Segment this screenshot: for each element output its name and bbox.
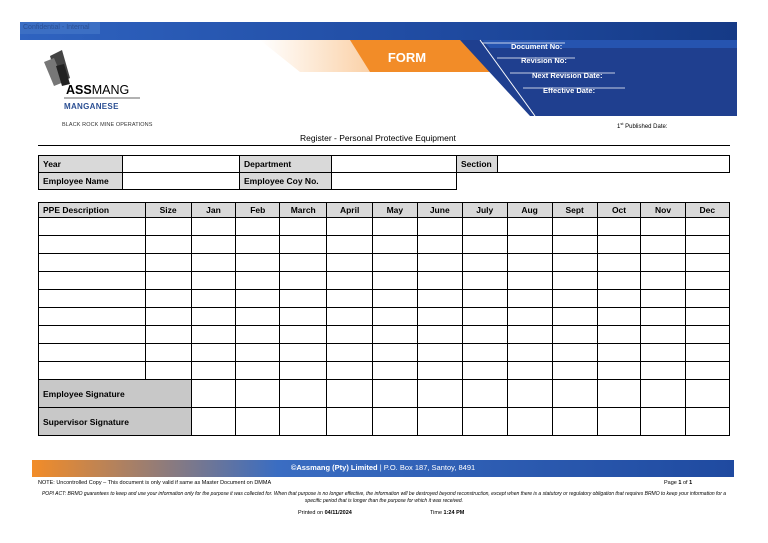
ppe-cell[interactable] [641,326,685,344]
employee-signature-cell[interactable] [552,380,597,408]
ppe-cell[interactable] [685,362,729,380]
employee-info-table [38,155,730,190]
ppe-row [39,290,730,308]
ppe-cell[interactable] [641,272,685,290]
ppe-row [39,344,730,362]
supervisor-signature-cell[interactable] [191,408,236,436]
ppe-cell[interactable] [145,254,191,272]
ppe-cell[interactable] [145,326,191,344]
ppe-cell[interactable] [327,344,373,362]
ppe-cell[interactable] [597,344,641,362]
ppe-cell[interactable] [145,236,191,254]
ppe-cell[interactable] [327,326,373,344]
supervisor-signature-cell[interactable] [597,408,641,436]
ppe-cell[interactable] [462,272,507,290]
employee-signature-cell[interactable] [280,380,327,408]
ppe-cell[interactable] [280,344,327,362]
department-label: Department [240,156,332,173]
ppe-cell[interactable] [597,218,641,236]
ppe-cell[interactable] [462,362,507,380]
employee-signature-cell[interactable] [507,380,552,408]
supervisor-signature-row [39,408,730,436]
supervisor-signature-cell[interactable] [507,408,552,436]
ppe-cell[interactable] [236,236,280,254]
ppe-col-10: Sept [552,203,597,218]
ppe-cell[interactable] [597,308,641,326]
ppe-col-12: Nov [641,203,685,218]
employee-coy-no-label: Employee Coy No. [240,173,332,190]
supervisor-signature-cell[interactable] [236,408,280,436]
employee-signature-cell[interactable] [327,380,373,408]
ppe-cell[interactable] [39,344,146,362]
ppe-cell[interactable] [462,326,507,344]
ppe-cell[interactable] [685,344,729,362]
ppe-cell[interactable] [685,218,729,236]
ppe-cell[interactable] [552,344,597,362]
title-divider [38,145,730,146]
year-label: Year [39,156,123,173]
employee-signature-cell[interactable] [417,380,462,408]
ppe-cell[interactable] [39,254,146,272]
ppe-row [39,236,730,254]
ppe-cell[interactable] [373,272,417,290]
ppe-cell[interactable] [507,344,552,362]
ppe-cell[interactable] [327,362,373,380]
ppe-col-11: Oct [597,203,641,218]
ppe-cell[interactable] [145,290,191,308]
ppe-cell[interactable] [685,272,729,290]
ppe-cell[interactable] [552,272,597,290]
year-field[interactable] [123,156,240,173]
ppe-cell[interactable] [597,236,641,254]
ppe-cell[interactable] [685,254,729,272]
ppe-col-6: May [373,203,417,218]
next-revision-date-label: Next Revision Date: [532,71,603,80]
ppe-cell[interactable] [462,236,507,254]
ppe-cell[interactable] [373,218,417,236]
ppe-cell[interactable] [552,254,597,272]
ppe-cell[interactable] [327,290,373,308]
ppe-col-4: March [280,203,327,218]
ppe-cell[interactable] [507,218,552,236]
ppe-cell[interactable] [597,290,641,308]
ppe-row [39,326,730,344]
ppe-cell[interactable] [373,362,417,380]
ppe-cell[interactable] [280,272,327,290]
ppe-col-7: June [417,203,462,218]
ppe-cell[interactable] [39,362,146,380]
employee-signature-cell[interactable] [236,380,280,408]
classification-label: Confidential - Internal [20,22,100,34]
ppe-cell[interactable] [552,308,597,326]
ppe-row [39,362,730,380]
ppe-cell[interactable] [641,362,685,380]
ppe-cell[interactable] [641,344,685,362]
ppe-cell[interactable] [641,254,685,272]
ppe-cell[interactable] [507,272,552,290]
ppe-cell[interactable] [597,362,641,380]
ppe-cell[interactable] [145,272,191,290]
ppe-cell[interactable] [417,308,462,326]
ppe-cell[interactable] [462,308,507,326]
ppe-cell[interactable] [641,290,685,308]
supervisor-signature-cell[interactable] [552,408,597,436]
footer-company-name: ©Assmang (Pty) Limited [290,463,378,472]
ppe-cell[interactable] [597,272,641,290]
employee-coy-no-field[interactable] [332,173,457,190]
brand-name-mang: MANG [91,83,130,97]
ppe-cell[interactable] [39,218,146,236]
supervisor-signature-cell[interactable] [462,408,507,436]
ppe-cell[interactable] [507,362,552,380]
ppe-cell[interactable] [552,326,597,344]
ppe-cell[interactable] [191,236,236,254]
ppe-cell[interactable] [685,236,729,254]
ppe-cell[interactable] [236,218,280,236]
ppe-cell[interactable] [39,236,146,254]
section-label: Section [457,156,498,173]
ppe-table [38,202,730,436]
ppe-cell[interactable] [280,254,327,272]
footer-address: | P.O. Box 187, Santoy, 8491 [377,463,476,472]
ppe-cell[interactable] [280,236,327,254]
ppe-cell[interactable] [145,218,191,236]
ppe-cell[interactable] [191,362,236,380]
ppe-cell[interactable] [552,236,597,254]
ppe-cell[interactable] [641,236,685,254]
ppe-cell[interactable] [327,254,373,272]
ppe-col-1: Size [145,203,191,218]
ppe-cell[interactable] [280,290,327,308]
supervisor-signature-cell[interactable] [327,408,373,436]
footer-company [32,463,734,472]
ppe-row [39,272,730,290]
ppe-cell[interactable] [145,362,191,380]
ppe-row [39,254,730,272]
empty-cell [457,173,730,190]
ppe-cell[interactable] [236,254,280,272]
supervisor-signature-cell[interactable] [641,408,685,436]
ppe-cell[interactable] [462,344,507,362]
ppe-cell[interactable] [685,308,729,326]
ppe-cell[interactable] [327,218,373,236]
popi-act-note: POPI ACT: BRMO guarantees to keep and use your information only for the purpose it was collected for. When that purpose is no longer effective, the information will be destroyed beyond reconstruction, except when there is a statutory or regulatory obligation that requires BRMO to keep your information for a specific period that is longer than the purpose for which it was received. [41,491,727,504]
ppe-cell[interactable] [417,326,462,344]
ppe-cell[interactable] [145,308,191,326]
revision-no-label: Revision No: [521,56,567,65]
effective-date-label: Effective Date: [543,86,596,95]
ppe-cell[interactable] [417,290,462,308]
employee-signature-cell[interactable] [462,380,507,408]
ppe-cell[interactable] [280,362,327,380]
ppe-cell[interactable] [462,290,507,308]
ppe-cell[interactable] [641,308,685,326]
ppe-cell[interactable] [191,272,236,290]
section-field[interactable] [498,156,730,173]
ppe-cell[interactable] [417,254,462,272]
ppe-cell[interactable] [462,254,507,272]
ppe-cell[interactable] [685,290,729,308]
supervisor-signature-label: Supervisor Signature [39,408,192,436]
ppe-cell[interactable] [597,326,641,344]
ppe-cell[interactable] [507,308,552,326]
employee-signature-cell[interactable] [685,380,729,408]
ppe-cell[interactable] [236,326,280,344]
ppe-cell[interactable] [641,218,685,236]
brand-name [66,83,129,97]
printed-on: Printed on 04/11/2024 [298,510,352,516]
ppe-cell[interactable] [280,326,327,344]
ppe-cell[interactable] [280,308,327,326]
page-number: Page 1 of 1 [664,480,693,486]
ppe-cell[interactable] [685,326,729,344]
ppe-cell[interactable] [373,236,417,254]
ppe-col-8: July [462,203,507,218]
ppe-cell[interactable] [417,236,462,254]
ppe-cell[interactable] [191,254,236,272]
ppe-cell[interactable] [191,218,236,236]
ppe-cell[interactable] [417,344,462,362]
supervisor-signature-cell[interactable] [373,408,417,436]
ppe-cell[interactable] [39,290,146,308]
ppe-cell[interactable] [327,236,373,254]
ppe-cell[interactable] [417,272,462,290]
document-no-label: Document No: [511,42,563,51]
ppe-cell[interactable] [462,218,507,236]
supervisor-signature-cell[interactable] [685,408,729,436]
ppe-col-5: April [327,203,373,218]
ppe-cell[interactable] [145,344,191,362]
ppe-cell[interactable] [191,326,236,344]
ppe-cell[interactable] [507,236,552,254]
ppe-cell[interactable] [191,308,236,326]
brand-name-ass: ASS [66,83,92,97]
ppe-col-9: Aug [507,203,552,218]
ppe-cell[interactable] [507,326,552,344]
ppe-cell[interactable] [280,218,327,236]
ppe-cell[interactable] [327,272,373,290]
ppe-cell[interactable] [327,308,373,326]
ppe-header-row [39,203,730,218]
ppe-cell[interactable] [191,344,236,362]
supervisor-signature-cell[interactable] [417,408,462,436]
uncontrolled-copy-note: NOTE: Uncontrolled Copy – This document is only valid if same as Master Document on DMMA [38,480,272,486]
ppe-col-2: Jan [191,203,236,218]
document-title: Register - Personal Protective Equipment [300,133,456,143]
department-field[interactable] [332,156,457,173]
ppe-cell[interactable] [373,308,417,326]
ppe-cell[interactable] [417,362,462,380]
ppe-cell[interactable] [507,290,552,308]
employee-signature-label: Employee Signature [39,380,192,408]
employee-signature-row [39,380,730,408]
ppe-cell[interactable] [417,218,462,236]
ppe-cell[interactable] [236,290,280,308]
ppe-cell[interactable] [373,254,417,272]
ppe-cell[interactable] [552,362,597,380]
ppe-cell[interactable] [597,254,641,272]
ppe-cell[interactable] [236,362,280,380]
ppe-row [39,308,730,326]
ppe-cell[interactable] [552,290,597,308]
ppe-cell[interactable] [236,344,280,362]
brand-subtitle: MANGANESE [64,102,119,111]
ppe-cell[interactable] [373,326,417,344]
ppe-col-3: Feb [236,203,280,218]
ppe-cell[interactable] [507,254,552,272]
ppe-cell[interactable] [39,308,146,326]
ppe-row [39,218,730,236]
brand-operations: BLACK ROCK MINE OPERATIONS [62,122,153,128]
ppe-cell[interactable] [373,290,417,308]
ppe-cell[interactable] [191,290,236,308]
form-label: FORM [387,50,427,65]
ppe-cell[interactable] [39,272,146,290]
employee-signature-cell[interactable] [191,380,236,408]
employee-signature-cell[interactable] [373,380,417,408]
supervisor-signature-cell[interactable] [280,408,327,436]
ppe-cell[interactable] [39,326,146,344]
ppe-cell[interactable] [373,344,417,362]
published-date-label: 1st Published Date: [617,121,668,130]
employee-name-field[interactable] [123,173,240,190]
printed-time: Time 1:24 PM [430,510,465,516]
ppe-cell[interactable] [552,218,597,236]
ppe-cell[interactable] [236,308,280,326]
ppe-col-13: Dec [685,203,729,218]
employee-name-label: Employee Name [39,173,123,190]
ppe-col-0: PPE Description [39,203,146,218]
employee-signature-cell[interactable] [641,380,685,408]
employee-signature-cell[interactable] [597,380,641,408]
ppe-cell[interactable] [236,272,280,290]
